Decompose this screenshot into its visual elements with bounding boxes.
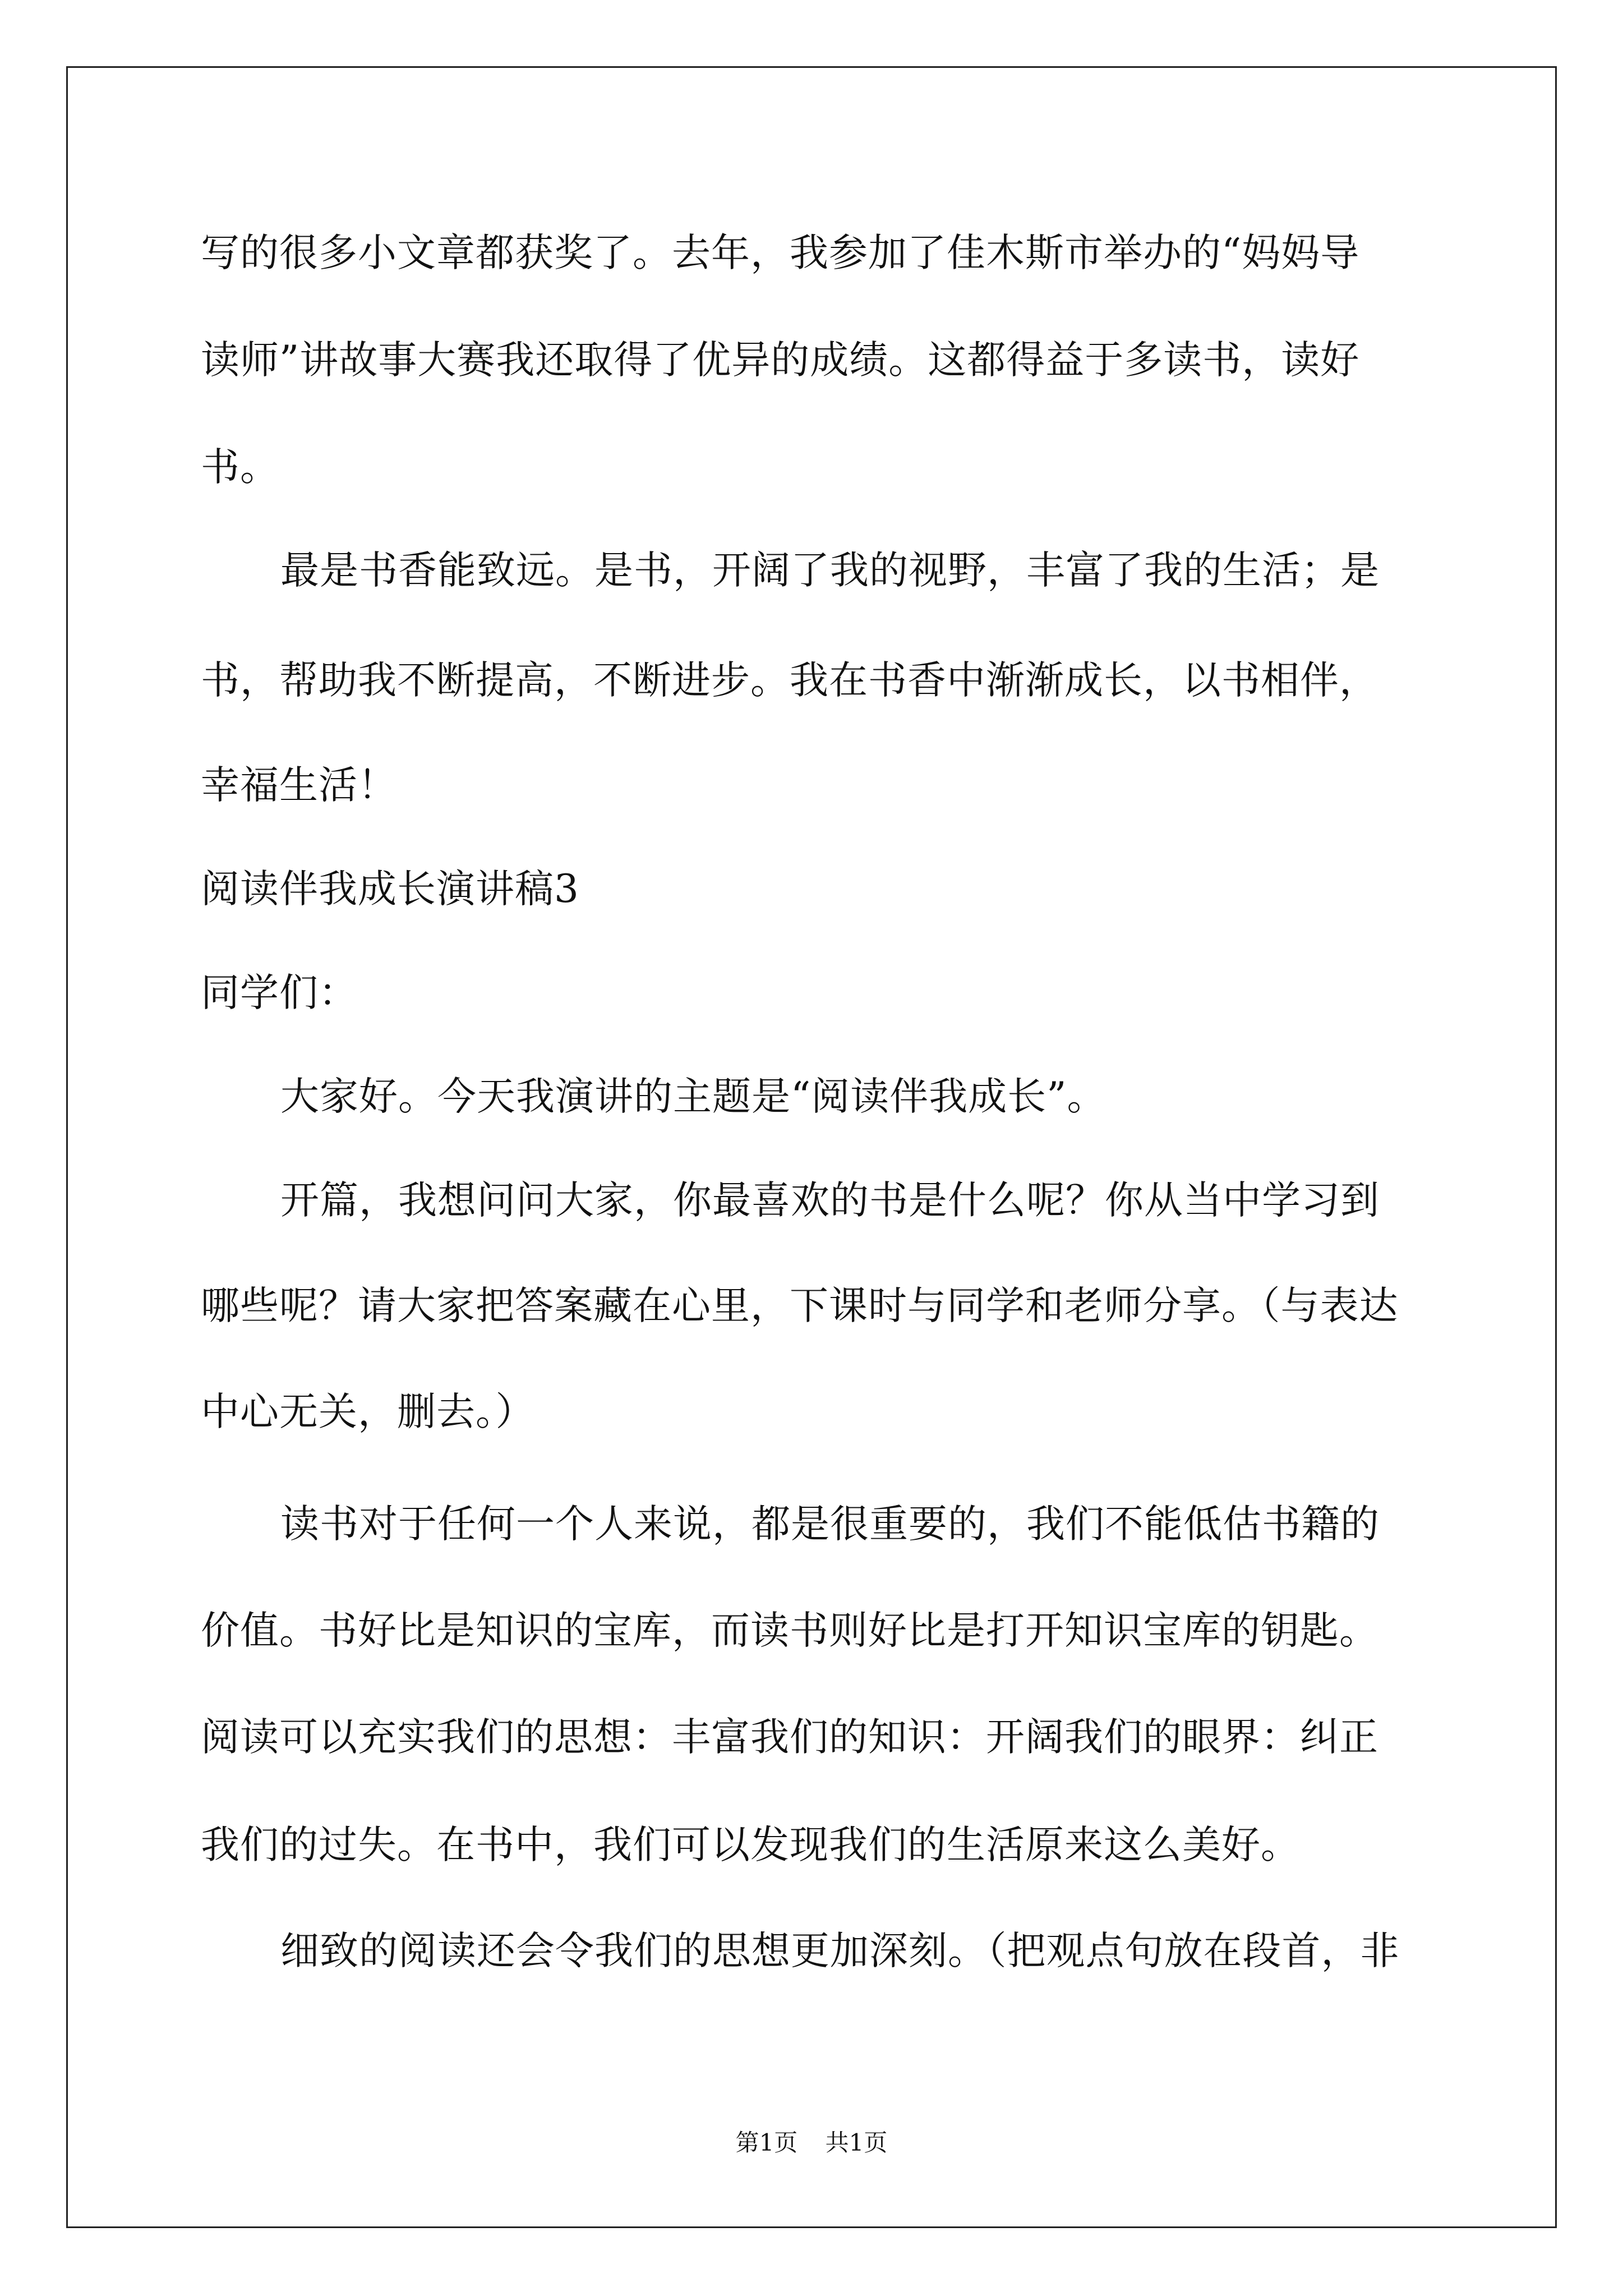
text-line: 价值。书好比是知识的宝库，而读书则好比是打开知识宝库的钥匙。 [201, 1608, 1378, 1653]
text-line: 阅读可以充实我们的思想：丰富我们的知识：开阔我们的眼界：纠正 [201, 1715, 1378, 1760]
text-line: 书。 [201, 445, 279, 490]
paragraph-start: 读书对于任何一个人来说，都是很重要的，我们不能低估书籍的 [280, 1502, 1380, 1547]
text-line: 读师”讲故事大赛我还取得了优异的成绩。这都得益于多读书，读好 [201, 338, 1360, 383]
text-line: 书，帮助我不断提高，不断进步。我在书香中渐渐成长，以书相伴， [201, 658, 1378, 703]
paragraph-start: 最是书香能致远。是书，开阔了我的视野，丰富了我的生活；是 [280, 548, 1380, 593]
paragraph-start: 开篇，我想问问大家，你最喜欢的书是什么呢？你从当中学习到 [280, 1178, 1380, 1223]
page-footer [0, 2126, 1623, 2160]
text-line: 写的很多小文章都获奖了。去年，我参加了佳木斯市举办的“妈妈导 [201, 231, 1360, 275]
text-line: 我们的过失。在书中，我们可以发现我们的生活原来这么美好。 [201, 1823, 1300, 1867]
paragraph-start: 大家好。今天我演讲的主题是“阅读伴我成长”。 [280, 1074, 1106, 1119]
page-number: 第1页 [735, 2129, 798, 2156]
salutation: 同学们： [201, 970, 358, 1015]
paragraph-start: 细致的阅读还会令我们的思想更加深刻。（把观点句放在段首，非 [280, 1929, 1400, 1973]
page-border [66, 66, 1557, 2228]
text-line: 哪些呢？请大家把答案藏在心里，下课时与同学和老师分享。（与表达 [201, 1283, 1399, 1328]
page-total: 共1页 [825, 2129, 888, 2156]
text-line: 中心无关，删去。） [201, 1389, 535, 1434]
section-title: 阅读伴我成长演讲稿3 [201, 867, 579, 912]
text-line: 幸福生活！ [201, 763, 397, 808]
